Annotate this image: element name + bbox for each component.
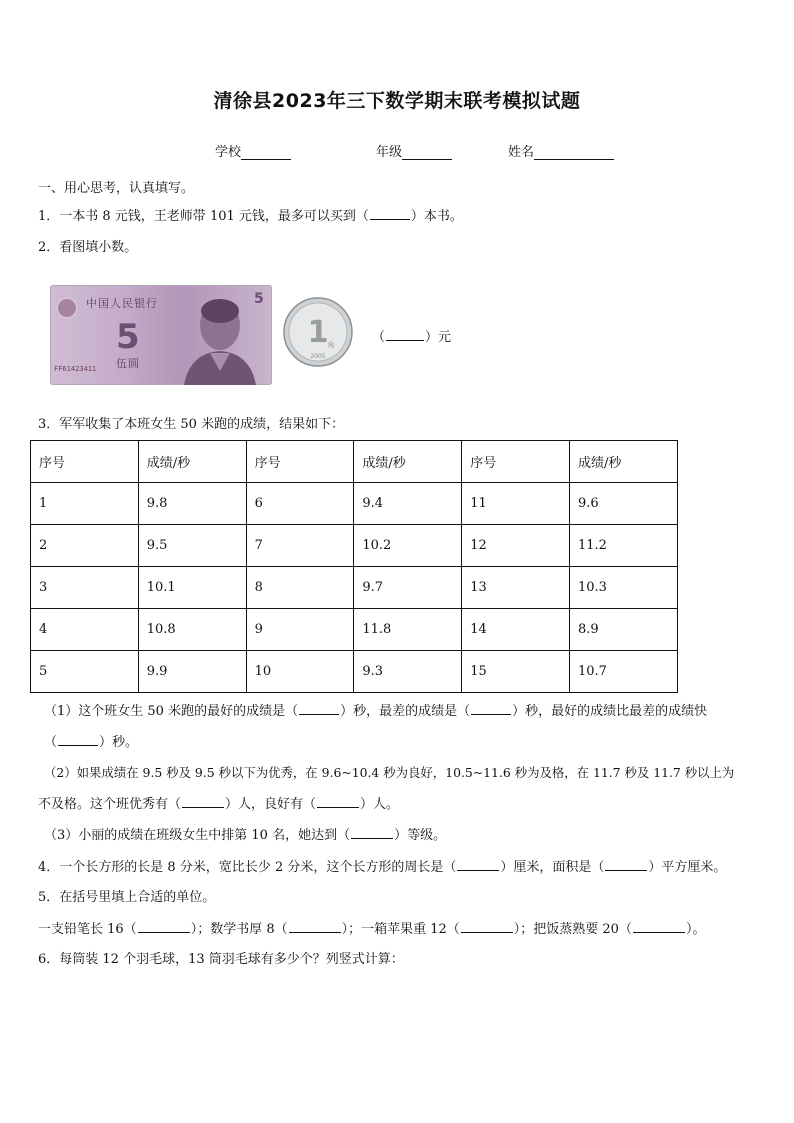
table-cell-number: 2 [31,525,139,567]
table-cell-number: 11 [462,483,570,525]
table-cell-number: 10 [246,651,354,693]
q5-units-line: 一支铅笔长 16（ ）；数学书厚 8（ ）；一箱苹果重 12（ ）；把饭蒸熟要 20（ ）。 [38,922,706,937]
coin-year: 2005 [310,353,326,360]
q5-apples-blank[interactable] [461,920,513,933]
question-3: 3．军军收集了本班女生 50 米跑的成绩，结果如下： [38,417,345,432]
section-heading: 一、用心思考，认真填写。 [38,181,195,196]
exam-title: 清徐县2023年三下数学期末联考模拟试题 [213,90,581,112]
table-cell-number: 8 [246,567,354,609]
q1-answer-blank[interactable] [370,207,410,220]
table-row [31,609,678,651]
banknote-amount: 伍圆 [116,357,140,370]
name-label: 姓名 [508,145,535,160]
table-row [31,567,678,609]
table-cell-time: 10.2 [354,525,462,567]
school-label: 学校 [215,145,242,160]
q3-sub2-line2: 不及格。这个班优秀有（ ）人，良好有（ ）人。 [38,797,400,812]
table-cell-time: 10.7 [570,651,678,693]
table-cell-time: 9.3 [354,651,462,693]
table-cell-number: 13 [462,567,570,609]
name-field[interactable] [508,141,614,160]
table-header-cell: 序号 [246,441,354,483]
banknote-header: 中国人民银行 [86,297,158,310]
table-cell-time: 9.5 [138,525,246,567]
q2-answer: （ ）元 [372,330,452,345]
table-cell-time: 11.8 [354,609,462,651]
table-cell-time: 10.3 [570,567,678,609]
question-6: 6．每筒装 12 个羽毛球，13 筒羽毛球有多少个？列竖式计算： [38,952,404,967]
coin-unit: 角 [327,341,335,349]
portrait-icon [180,291,258,385]
table-header-cell: 序号 [462,441,570,483]
q5-rice-blank[interactable] [633,920,685,933]
grade-field[interactable] [376,141,452,160]
table-cell-time: 10.1 [138,567,246,609]
question-2: 2．看图填小数。 [38,240,138,255]
table-cell-number: 3 [31,567,139,609]
grade-label: 年级 [376,145,403,160]
banknote-serial: FF61423411 [54,365,97,373]
banknote-numeral: 5 [116,317,140,357]
question-1: 1．一本书 8 元钱，王老师带 101 元钱，最多可以买到（ ）本书。 [38,209,463,224]
q3-sub1-line2: （ ）秒。 [44,735,139,750]
scores-table [30,440,678,693]
q4-perimeter-blank[interactable] [457,858,499,871]
q3-best-blank[interactable] [299,702,339,715]
table-cell-number: 1 [31,483,139,525]
q5-pencil-blank[interactable] [138,920,190,933]
table-cell-time: 9.8 [138,483,246,525]
q3-sub3: （3）小丽的成绩在班级女生中排第 10 名，她达到（ ）等级。 [44,828,447,843]
table-cell-number: 9 [246,609,354,651]
q3-level-blank[interactable] [351,826,393,839]
table-row [31,651,678,693]
table-row [31,525,678,567]
table-cell-time: 8.9 [570,609,678,651]
question-5: 5．在括号里填上合适的单位。 [38,890,216,905]
table-cell-time: 11.2 [570,525,678,567]
table-cell-number: 6 [246,483,354,525]
banknote-corner-numeral: 5 [254,291,264,307]
table-cell-number: 4 [31,609,139,651]
q3-good-blank[interactable] [317,795,359,808]
q4-area-blank[interactable] [605,858,647,871]
table-cell-number: 14 [462,609,570,651]
national-emblem-icon [56,297,78,319]
coin-numeral: 1 [307,315,329,350]
table-row [31,483,678,525]
table-header-cell: 成绩/秒 [138,441,246,483]
table-cell-time: 10.8 [138,609,246,651]
table-cell-time: 9.6 [570,483,678,525]
q3-sub1-line1: （1）这个班女生 50 米跑的最好的成绩是（ ）秒，最差的成绩是（ ）秒，最好的成绩比最差的成绩快 [44,704,708,719]
table-header-cell: 成绩/秒 [354,441,462,483]
five-yuan-banknote-image [50,285,272,385]
q3-worst-blank[interactable] [471,702,511,715]
one-jiao-coin-image [283,297,353,367]
name-input-line[interactable] [534,145,614,160]
q2-answer-blank[interactable] [386,328,424,341]
table-header-cell: 序号 [31,441,139,483]
table-cell-number: 7 [246,525,354,567]
school-field[interactable] [215,141,291,160]
q5-book-blank[interactable] [289,920,341,933]
q3-sub2-line1: （2）如果成绩在 9.5 秒及 9.5 秒以下为优秀，在 9.6~10.4 秒为良好，10.5~11.6 秒为及格，在 11.7 秒及 11.7 秒以上为 [44,765,735,780]
table-cell-time: 9.4 [354,483,462,525]
question-4: 4．一个长方形的长是 8 分米，宽比长少 2 分米，这个长方形的周长是（ ）厘米，面积是（ ）平方厘米。 [38,860,727,875]
table-header-row [31,441,678,483]
q3-excellent-blank[interactable] [182,795,224,808]
q3-diff-blank[interactable] [58,733,98,746]
grade-input-line[interactable] [402,145,452,160]
table-header-cell: 成绩/秒 [570,441,678,483]
school-input-line[interactable] [241,145,291,160]
table-cell-number: 12 [462,525,570,567]
table-cell-time: 9.7 [354,567,462,609]
table-cell-time: 9.9 [138,651,246,693]
table-cell-number: 15 [462,651,570,693]
table-cell-number: 5 [31,651,139,693]
